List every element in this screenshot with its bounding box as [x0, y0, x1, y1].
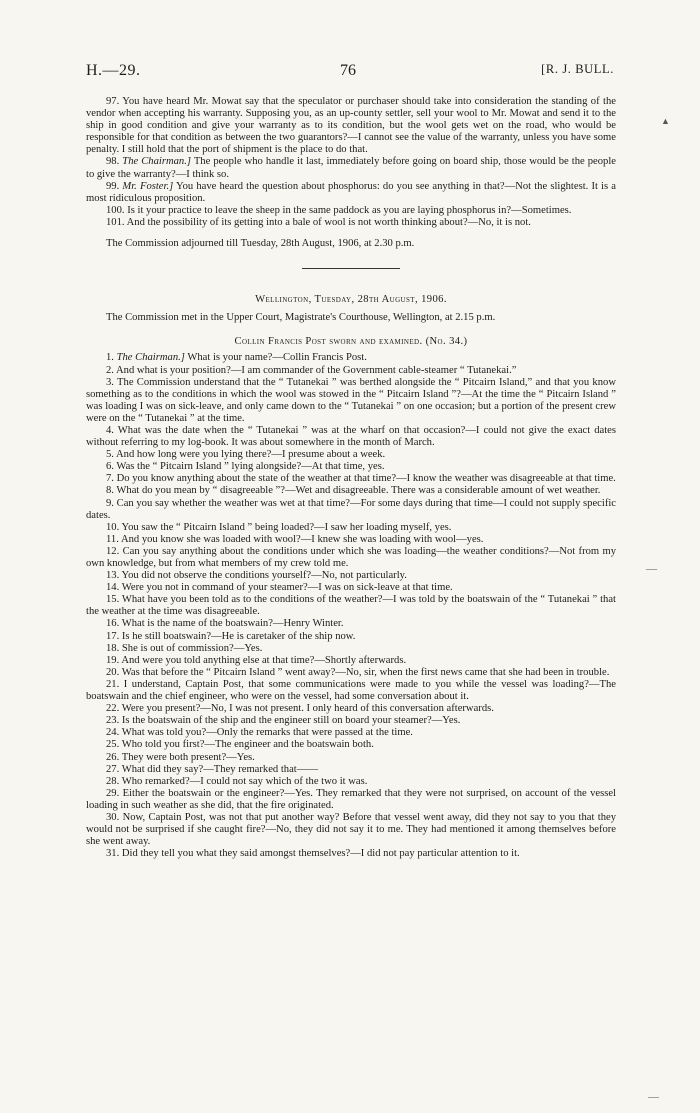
testimony-paragraph	[86, 739, 616, 751]
testimony-paragraph	[86, 449, 616, 461]
question-number: 27.	[106, 763, 120, 775]
testimony-paragraph	[86, 643, 616, 655]
testimony-paragraph	[86, 715, 616, 727]
question-answer-text: And how long were you lying there?—I presume about a week.	[116, 449, 386, 461]
question-answer-text: Can you say whether the weather was wet at that time?—For some days during that time—I could not supply specific dates.	[86, 497, 616, 521]
question-answer-text: Who remarked?—I could not say which of the two it was.	[121, 775, 368, 787]
testimony-section	[86, 352, 616, 860]
testimony-paragraph	[86, 217, 616, 229]
testimony-paragraph	[86, 485, 616, 497]
page-number: 76	[340, 62, 356, 79]
question-answer-text: They were both present?—Yes.	[121, 751, 255, 763]
testimony-paragraph	[86, 752, 616, 764]
question-number: 97.	[106, 96, 120, 107]
question-number: 17.	[106, 630, 120, 642]
testimony-paragraph	[86, 655, 616, 667]
question-answer-text: The people who handle it last, immediately before going on board ship, those would be the people to give the warranty?—I think so.	[86, 156, 616, 180]
testimony-paragraph	[86, 594, 616, 618]
question-number: 18.	[106, 642, 120, 654]
margin-mark: —	[648, 1091, 659, 1103]
question-answer-text: Were you present?—No, I was not present. I only heard of this conversation afterwards.	[121, 703, 494, 715]
question-answer-text: Is the boatswain of the ship and the engineer still on board your steamer?—Yes.	[121, 715, 461, 727]
testimony-paragraph	[86, 534, 616, 546]
question-answer-text: What was the date when the “ Tutanekai ” was at the wharf on that occasion?—I could not give the exact dates without referring to my log-book. It was about somewhere in the month of March.	[86, 424, 616, 449]
question-answer-text: And what is your position?—I am commander of the Government cable-steamer “ Tutanekai.”	[116, 364, 517, 376]
question-number: 100.	[106, 204, 125, 216]
question-number: 25.	[106, 739, 120, 751]
question-answer-text: Who told you first?—The engineer and the boatswain both.	[121, 739, 374, 751]
question-answer-text: Did they tell you what they said amongst themselves?—I did not pay particular attention to it.	[121, 848, 520, 860]
question-answer-text: She is out of commission?—Yes.	[121, 642, 263, 654]
question-number: 24.	[106, 727, 120, 739]
question-answer-text: What is the name of the boatswain?—Henry Winter.	[121, 618, 344, 630]
document-body	[86, 96, 616, 860]
question-number: 28.	[106, 775, 120, 787]
question-number: 19.	[106, 654, 120, 666]
session-location: The Commission met in the Upper Court, Magistrate's Courthouse, Wellington, at 2.15 p.m.	[106, 312, 496, 324]
question-number: 26.	[106, 751, 120, 763]
testimony-paragraph	[86, 425, 616, 449]
question-number: 30.	[106, 811, 120, 823]
testimony-paragraph	[86, 703, 616, 715]
witness-header: [R. J. BULL.	[541, 62, 614, 76]
question-number: 99.	[106, 180, 120, 192]
testimony-paragraph	[86, 377, 616, 425]
question-answer-text: Is it your practice to leave the sheep in the same paddock as you are laying phosphorus in?—Sometimes.	[127, 204, 572, 216]
witness-heading: Collin Francis Post sworn and examined. (No. 34.)	[234, 336, 468, 348]
intro-section	[86, 96, 616, 229]
question-number: 31.	[106, 848, 120, 860]
speaker-label: The Chairman.]	[116, 352, 185, 364]
testimony-paragraph	[86, 461, 616, 473]
question-number: 6.	[106, 461, 114, 473]
question-answer-text: What is your name?—Collin Francis Post.	[187, 352, 367, 364]
question-answer-text: You did not observe the conditions yourself?—No, not particularly.	[121, 570, 407, 582]
question-number: 14.	[106, 582, 120, 594]
question-number: 11.	[106, 533, 119, 545]
question-answer-text: You have heard the question about phosphorus: do you see anything in that?—Not the slightest. It is a most ridiculous proposition.	[86, 180, 616, 204]
question-answer-text: Was the “ Pitcairn Island ” lying alongside?—At that time, yes.	[116, 461, 385, 473]
testimony-paragraph	[86, 546, 616, 570]
testimony-paragraph	[86, 473, 616, 485]
question-answer-text: What did they say?—They remarked that——	[121, 763, 318, 775]
testimony-paragraph	[86, 498, 616, 522]
question-number: 20.	[106, 666, 120, 678]
testimony-paragraph	[86, 812, 616, 848]
question-answer-text: Was that before the “ Pitcairn Island ” went away?—No, sir, when the first news came that she had been in trouble.	[121, 666, 610, 678]
speaker-label: The Chairman.]	[122, 156, 191, 168]
testimony-paragraph	[86, 788, 616, 812]
question-answer-text: What do you mean by “ disagreeable ”?—Wet and disagreeable. There was a considerable amount of wet weather.	[116, 485, 601, 497]
question-number: 1.	[106, 352, 114, 364]
question-number: 98.	[106, 156, 120, 168]
question-number: 2.	[106, 364, 114, 376]
page-header	[86, 62, 614, 82]
testimony-paragraph	[86, 667, 616, 679]
margin-mark: —	[646, 563, 657, 575]
testimony-paragraph	[86, 352, 616, 364]
question-number: 4.	[106, 424, 114, 436]
question-number: 10.	[106, 521, 120, 533]
testimony-paragraph	[86, 522, 616, 534]
testimony-paragraph	[86, 156, 616, 180]
testimony-paragraph	[86, 727, 616, 739]
testimony-paragraph	[86, 582, 616, 594]
question-answer-text: What was told you?—Only the remarks that were passed at the time.	[121, 727, 413, 739]
testimony-paragraph	[86, 848, 616, 860]
question-answer-text: Is he still boatswain?—He is caretaker of the ship now.	[121, 630, 356, 642]
report-code: H.—29.	[86, 62, 141, 79]
question-number: 22.	[106, 703, 120, 715]
question-number: 12.	[106, 545, 120, 557]
testimony-paragraph	[86, 679, 616, 703]
question-answer-text: You saw the “ Pitcairn Island ” being loaded?—I saw her loading myself, yes.	[121, 521, 452, 533]
testimony-paragraph	[86, 776, 616, 788]
question-answer-text: And the possibility of its getting into a bale of wool is not worth thinking about?—No, it is not.	[126, 216, 531, 228]
testimony-paragraph	[86, 96, 616, 156]
question-answer-text: You have heard Mr. Mowat say that the speculator or purchaser should take into consideration the standing of the vendor when accepting his warranty. Supposing you, as an up-county settler, sell your wool to Mr. Mowat and send it to the ship in good condition and give your warranty as to its condition, but the wool gets wet on the road, who would be responsible for that condition as between the two guarantors?—I cannot see the value of the warranty, unless you have some penalty. I still hold that the port of shipment is the place to do that.	[86, 96, 616, 156]
question-answer-text: I understand, Captain Post, that some communications were made to you while the vessel was loading?—The boatswain and the chief engineer, who were on the vessel, had some conversation about it.	[86, 678, 616, 703]
question-number: 29.	[106, 787, 120, 799]
testimony-paragraph	[86, 631, 616, 643]
question-answer-text: Were you not in command of your steamer?—I was on sick-leave at that time.	[121, 582, 453, 594]
question-number: 13.	[106, 570, 120, 582]
question-answer-text: What have you been told as to the conditions of the weather?—I was told by the boatswain of the “ Tutanekai ” that the weather at the time was disagreeable.	[86, 594, 616, 618]
testimony-paragraph	[86, 365, 616, 377]
question-number: 21.	[106, 678, 120, 690]
question-answer-text: And were you told anything else at that time?—Shortly afterwards.	[121, 654, 407, 666]
question-answer-text: The Commission understand that the “ Tutanekai ” was berthed alongside the “ Pitcairn Island,” and that you know something as to the conditions in which the wool was stowed in the “ Pitcairn Island ”?—At the time the “ Pitcairn Island ” was loading I was on sick-leave, and only came down to the “ Tutanekai ” on one occasion; but a portion of the present crew were on the “ Tutanekai ” at the time.	[86, 376, 616, 424]
session-dateline: Wellington, Tuesday, 28th August, 1906.	[255, 294, 447, 306]
question-number: 101.	[106, 216, 125, 228]
question-answer-text: Either the boatswain or the engineer?—Yes. They remarked that they were not surprised, on account of the vessel loading in such weather as she did, that the fire originated.	[86, 787, 616, 811]
question-number: 9.	[106, 497, 114, 509]
question-answer-text: And you know she was loaded with wool?—I knew she was loading with wool—yes.	[120, 533, 484, 545]
question-number: 23.	[106, 715, 120, 727]
question-number: 3.	[106, 376, 114, 388]
testimony-paragraph	[86, 618, 616, 630]
testimony-paragraph	[86, 570, 616, 582]
testimony-paragraph	[86, 205, 616, 217]
question-number: 15.	[106, 594, 120, 606]
margin-mark: ▲	[661, 116, 670, 126]
adjournment-note: The Commission adjourned till Tuesday, 28th August, 1906, at 2.30 p.m.	[106, 238, 415, 250]
question-answer-text: Now, Captain Post, was not that put another way? Before that vessel went away, did they not say to you that they would not be surprised if she caught fire?—No, they did not say it to me. They had mentioned it among themselves before she went away.	[86, 811, 616, 848]
question-number: 7.	[106, 473, 114, 485]
question-number: 16.	[106, 618, 120, 630]
question-answer-text: Can you say anything about the conditions under which she was loading—the weather conditions?—Not from my own knowledge, but from what members of my crew told me.	[86, 545, 616, 569]
question-number: 8.	[106, 485, 114, 497]
testimony-paragraph	[86, 181, 616, 205]
speaker-label: Mr. Foster.]	[122, 180, 174, 192]
question-number: 5.	[106, 449, 114, 461]
question-answer-text: Do you know anything about the state of the weather at that time?—I know the weather was disagreeable at that time.	[116, 473, 616, 485]
testimony-paragraph	[86, 764, 616, 776]
